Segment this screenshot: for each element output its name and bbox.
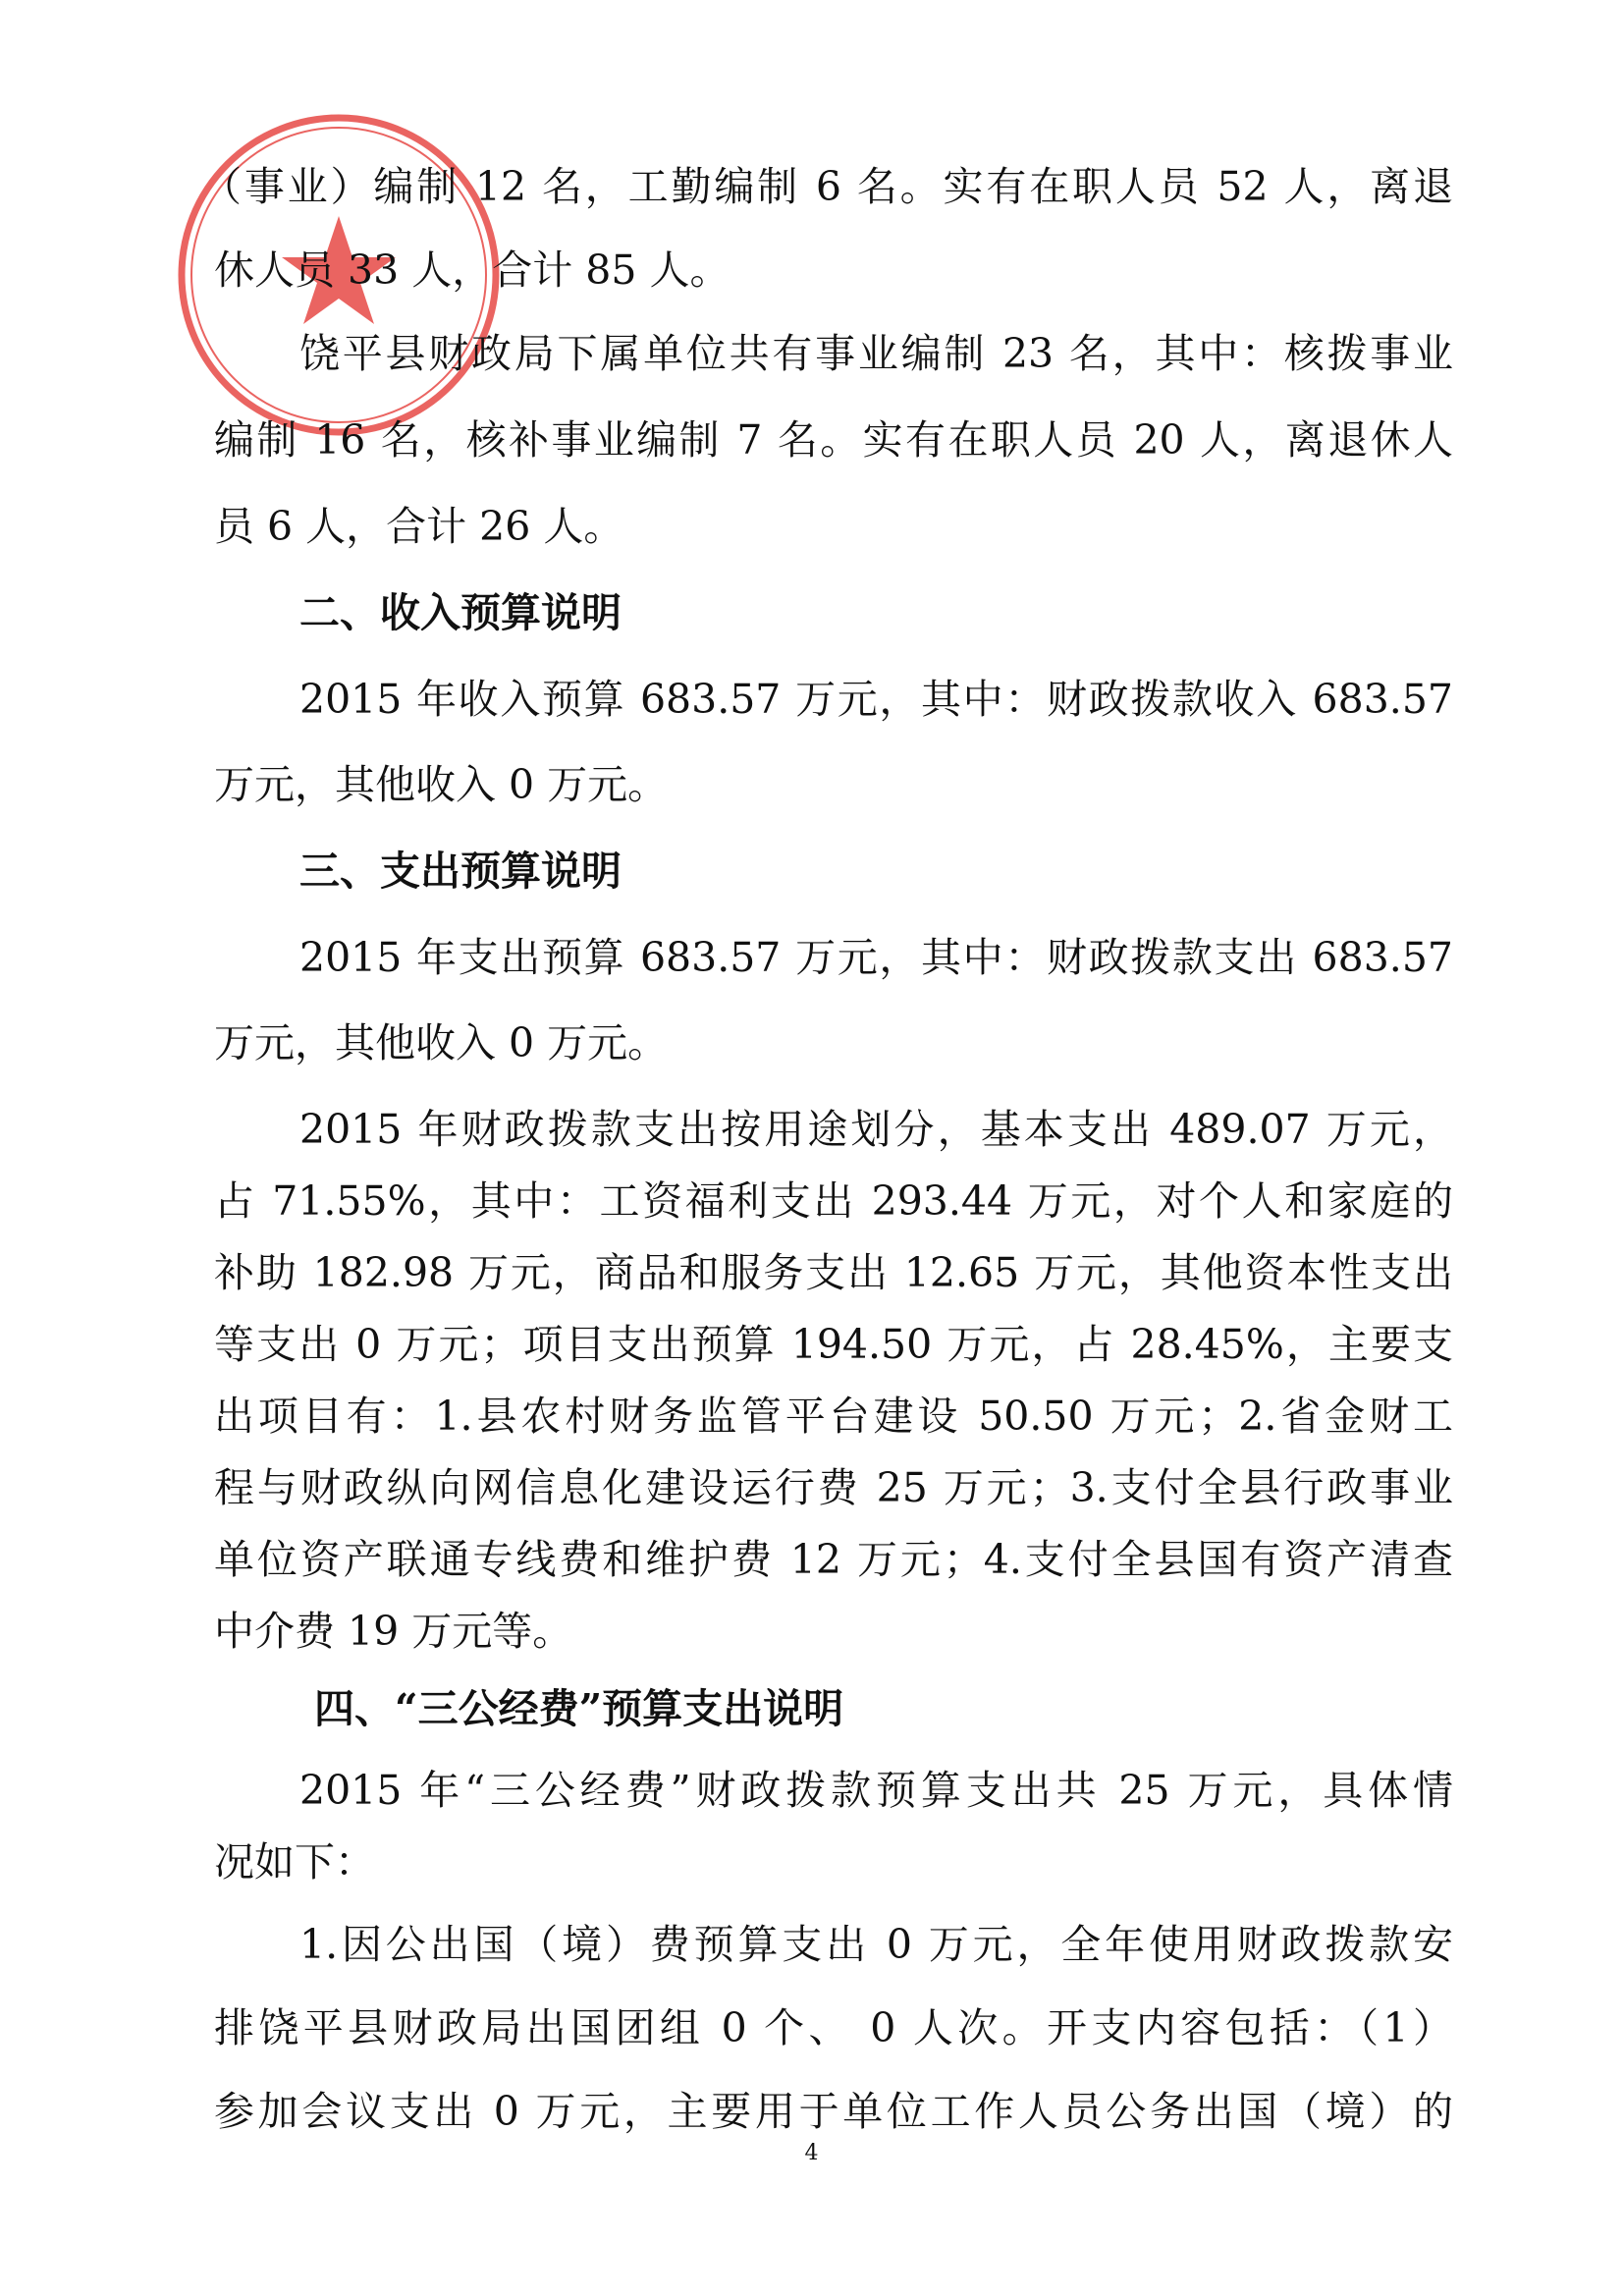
text-line-17: 程与财政纵向网信息化建设运行费 25 万元；3.支付全县行政事业 xyxy=(214,1464,1453,1511)
text-line-22: 况如下： xyxy=(214,1838,375,1886)
section-heading-expenditure: 三、支出预算说明 xyxy=(299,847,622,895)
text-line-21: 2015 年“三公经费”财政拨款预算支出共 25 万元，具体情 xyxy=(299,1767,1453,1814)
section-heading-income: 二、收入预算说明 xyxy=(299,589,622,636)
text-line-3: 饶平县财政局下属单位共有事业编制 23 名，其中：核拨事业 xyxy=(299,330,1453,377)
text-line-11: 万元，其他收入 0 万元。 xyxy=(214,1019,669,1066)
text-line-25: 参加会议支出 0 万元，主要用于单位工作人员公务出国（境）的 xyxy=(214,2088,1453,2135)
text-line-2: 休人员 33 人，合计 85 人。 xyxy=(214,246,730,294)
text-line-10: 2015 年支出预算 683.57 万元，其中：财政拨款支出 683.57 xyxy=(299,934,1453,981)
section-heading-three-public-expenses: 四、“三公经费”预算支出说明 xyxy=(314,1685,844,1732)
text-line-19: 中介费 19 万元等。 xyxy=(214,1608,573,1655)
page-number: 4 xyxy=(804,2141,819,2165)
text-line-15: 等支出 0 万元；项目支出预算 194.50 万元，占 28.45%，主要支 xyxy=(214,1321,1453,1368)
text-line-7: 2015 年收入预算 683.57 万元，其中：财政拨款收入 683.57 xyxy=(299,676,1453,723)
text-line-5: 员 6 人，合计 26 人。 xyxy=(214,503,624,550)
text-line-16: 出项目有：1.县农村财务监管平台建设 50.50 万元；2.省金财工 xyxy=(214,1393,1453,1440)
text-line-24: 排饶平县财政局出国团组 0 个、 0 人次。开支内容包括：（1） xyxy=(214,2004,1453,2051)
text-line-12: 2015 年财政拨款支出按用途划分，基本支出 489.07 万元， xyxy=(299,1106,1453,1153)
text-line-8: 万元，其他收入 0 万元。 xyxy=(214,761,669,808)
text-line-23: 1.因公出国（境）费预算支出 0 万元，全年使用财政拨款安 xyxy=(299,1921,1453,1968)
text-line-14: 补助 182.98 万元，商品和服务支出 12.65 万元，其他资本性支出 xyxy=(214,1249,1453,1296)
text-line-4: 编制 16 名，核补事业编制 7 名。实有在职人员 20 人，离退休人 xyxy=(214,416,1453,464)
text-line-13: 占 71.55%，其中：工资福利支出 293.44 万元，对个人和家庭的 xyxy=(214,1177,1453,1225)
text-line-1: （事业）编制 12 名，工勤编制 6 名。实有在职人员 52 人，离退 xyxy=(201,163,1453,210)
text-line-18: 单位资产联通专线费和维护费 12 万元；4.支付全县国有资产清查 xyxy=(214,1536,1453,1583)
